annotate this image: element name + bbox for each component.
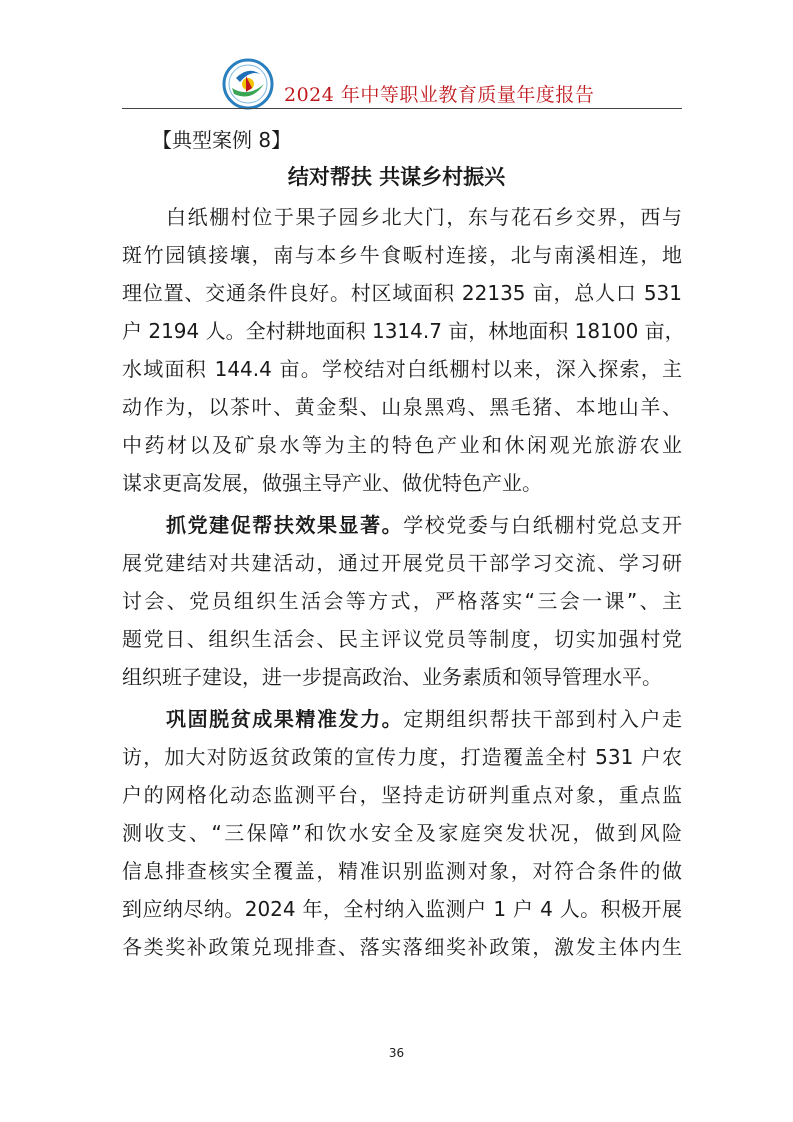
paragraph-first-line [122,506,682,544]
report-header-title: 2024 年中等职业教育质量年度报告 [284,84,595,106]
paragraph-line: 信息排查核实全覆盖，精准识别监测对象，对符合条件的做 [122,859,682,883]
paragraph [122,506,682,696]
article-title: 结对帮扶 共谋乡村振兴 [287,165,506,189]
paragraph-lead: 抓党建促帮扶效果显著。 [166,513,404,537]
paragraph-line: 讨会、党员组织生活会等方式，严格落实“三会一课”、主 [122,589,682,613]
header-divider [122,108,682,109]
paragraph-line: 各类奖补政策兑现排查、落实落细奖补政策，激发主体内生 [122,935,682,959]
paragraph-line: 定期组织帮扶干部到村入户走 [403,707,683,731]
paragraph-line: 到应纳尽纳。2024 年，全村纳入监测户 1 户 4 人。积极开展 [122,897,682,921]
paragraph-line: 题党日、组织生活会、民主评议党员等制度，切实加强村党 [122,627,682,651]
school-emblem-icon [222,58,274,110]
paragraph-line: 中药材以及矿泉水等为主的特色产业和休闲观光旅游农业 [122,433,682,457]
article-body [122,198,685,966]
page-number: 36 [388,1046,405,1060]
paragraph-line: 组织班子建设，进一步提高政治、业务素质和领导管理水平。 [122,665,662,689]
paragraph-line: 水域面积 144.4 亩。学校结对白纸棚村以来，深入探索，主 [122,357,682,381]
paragraph-line: 户的网格化动态监测平台，坚持走访研判重点对象，重点监 [122,783,682,807]
paragraph-line: 学校党委与白纸棚村党总支开 [403,513,683,537]
paragraph-line: 访，加大对防返贫政策的宣传力度，打造覆盖全村 531 户农 [122,745,682,769]
paragraph [122,198,685,502]
paragraph-line: 户 2194 人。全村耕地面积 1314.7 亩，林地面积 18100 亩， [122,319,685,343]
paragraph-line: 展党建结对共建活动，通过开展党员干部学习交流、学习研 [122,551,682,575]
paragraph-line: 白纸棚村位于果子园乡北大门，东与花石乡交界，西与 [166,205,682,229]
paragraph-first-line [122,700,682,738]
paragraph-line: 理位置、交通条件良好。村区域面积 22135 亩，总人口 531 [122,281,682,305]
paragraph-line: 谋求更高发展，做强主导产业、做优特色产业。 [122,471,542,495]
paragraph [122,700,682,966]
paragraph-line: 测收支、“三保障”和饮水安全及家庭突发状况，做到风险 [122,821,682,845]
case-label: 【典型案例 8】 [152,128,292,152]
paragraph-lead: 巩固脱贫成果精准发力。 [166,707,404,731]
paragraph-line: 动作为，以茶叶、黄金梨、山泉黑鸡、黑毛猪、本地山羊、 [122,395,682,419]
paragraph-line: 斑竹园镇接壤，南与本乡牛食畈村连接，北与南溪相连，地 [122,243,682,267]
